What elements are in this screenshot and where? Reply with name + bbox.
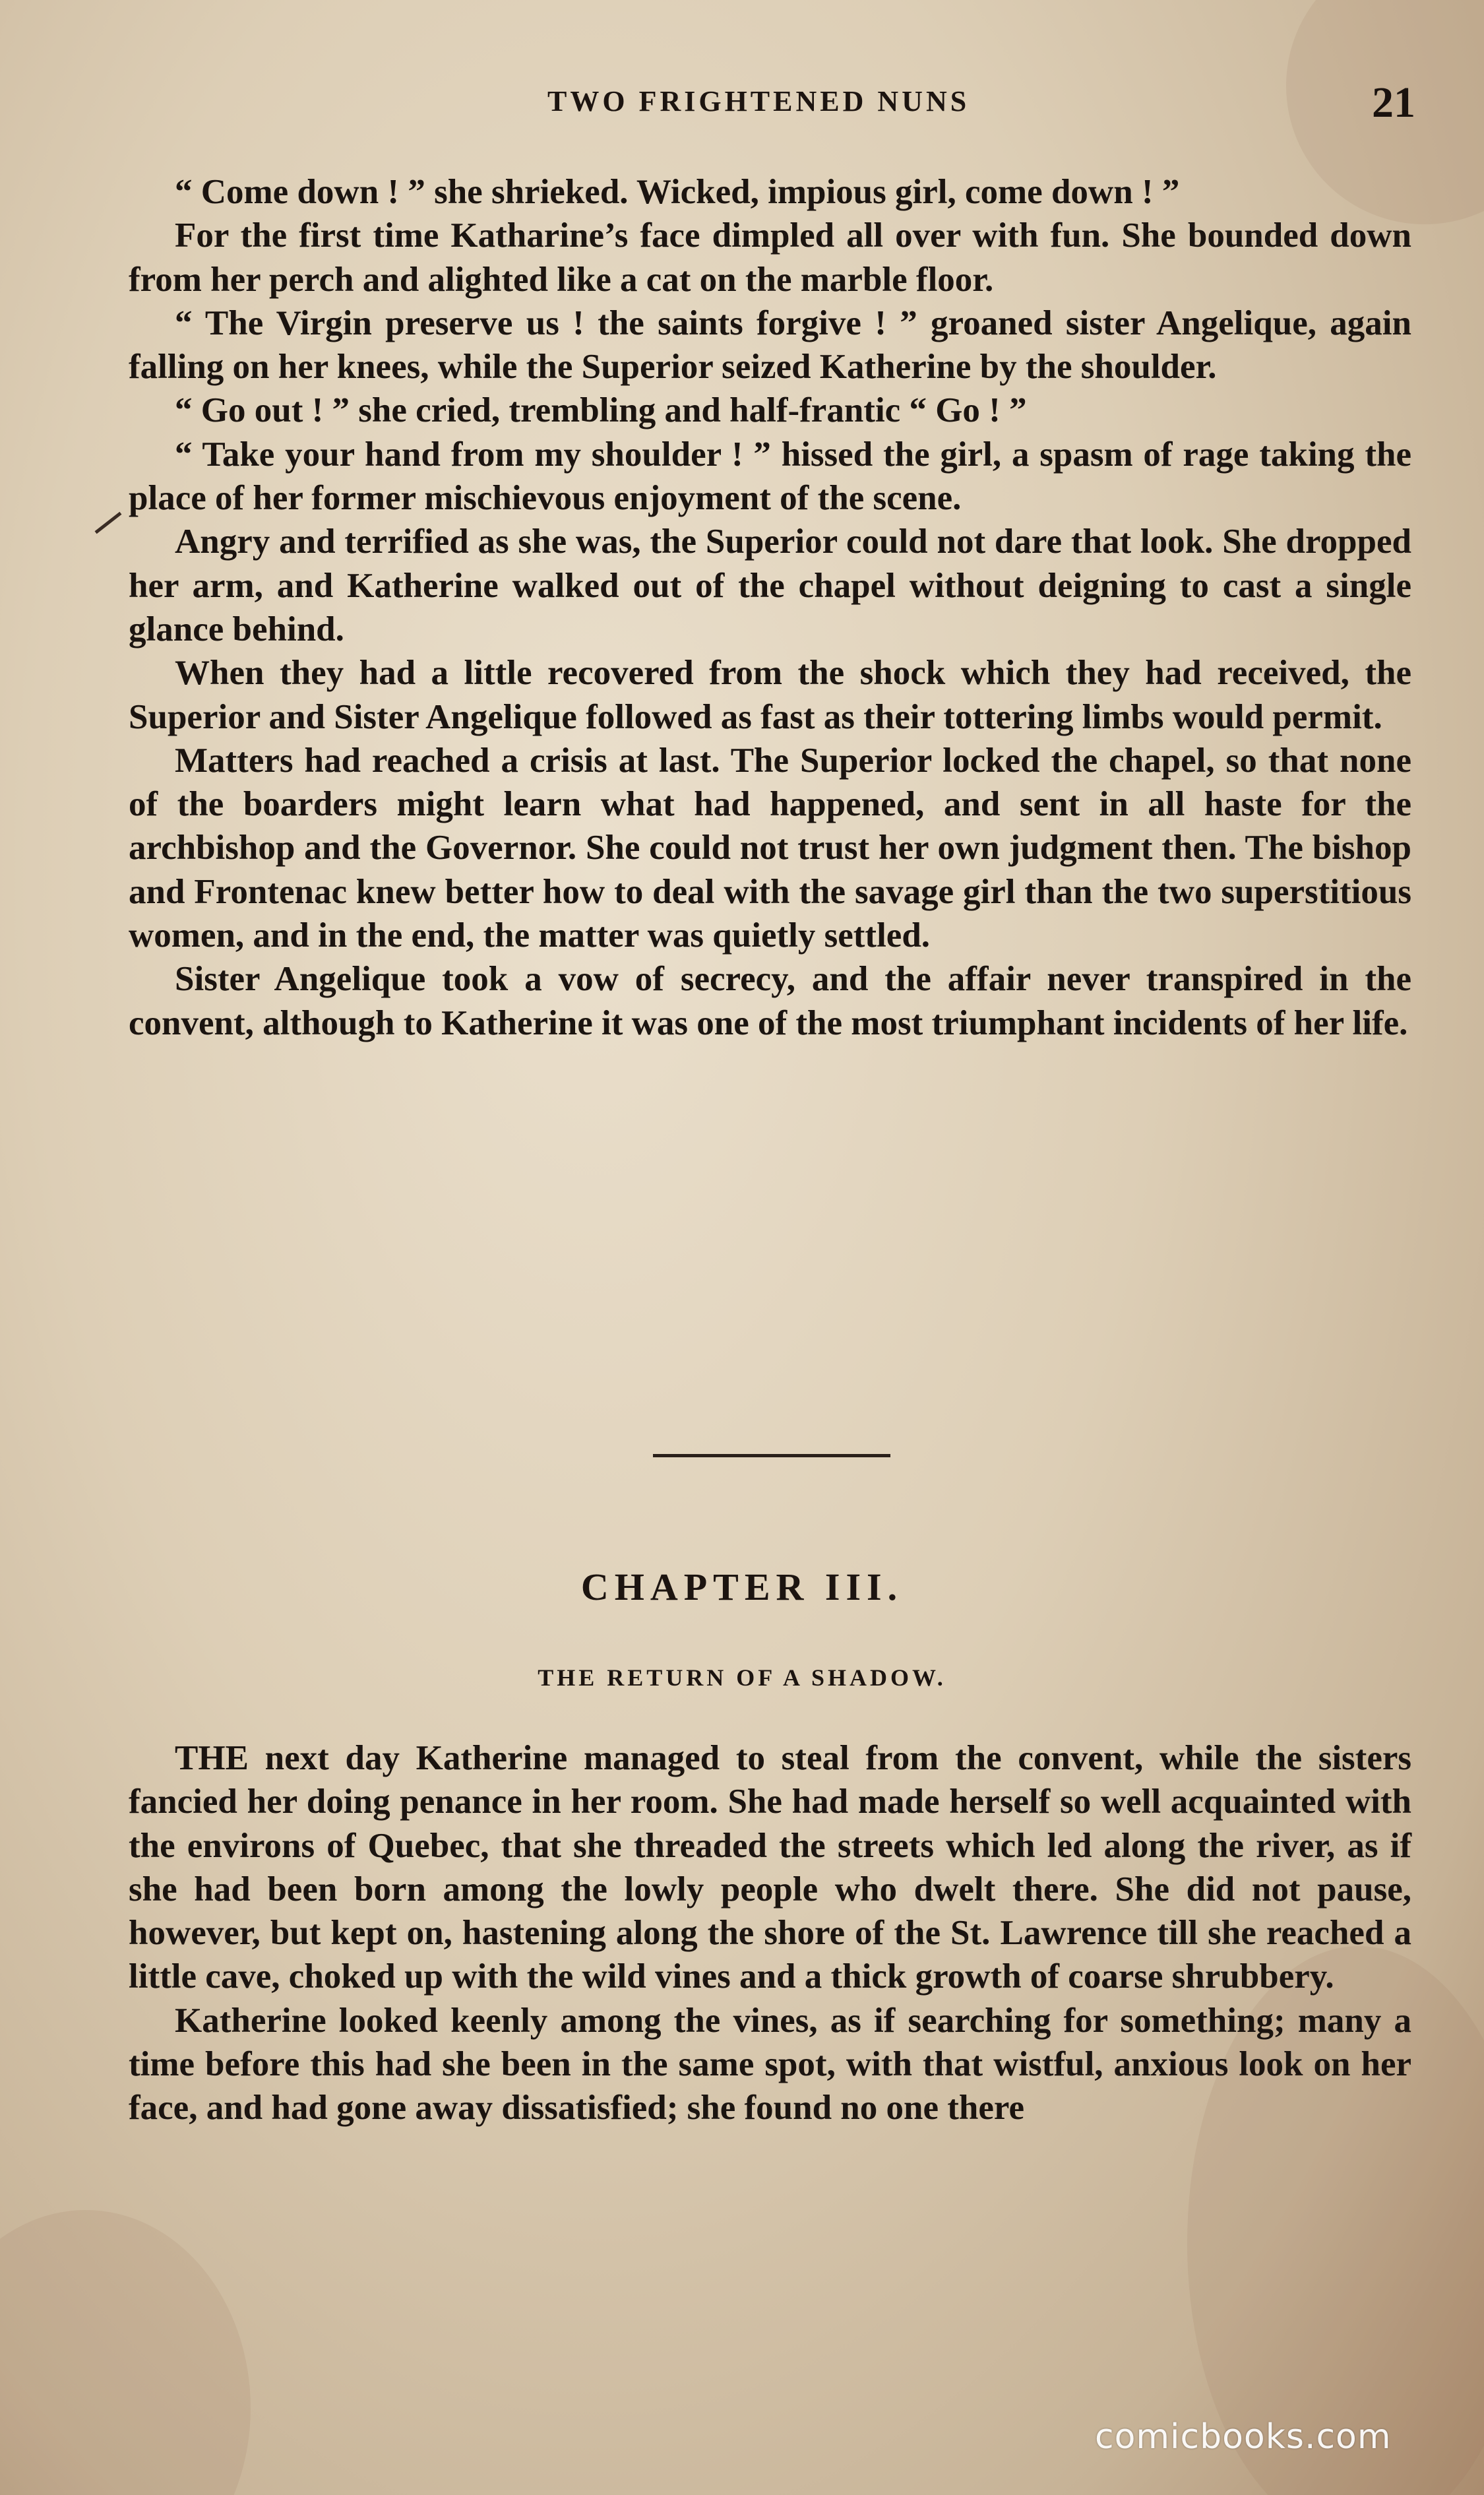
margin-pencil-mark (95, 512, 122, 534)
paragraph: Matters had reached a crisis at last. The Superior locked the chapel, so that none of the boarders might learn what had happened, and sent in all haste for the archbishop and the Governor. She could not trust her own judgment then. The bishop and Frontenac knew better how to deal with the savage girl than the two superstitious women, and in the end, the matter was quietly settled. (129, 741, 1411, 955)
paragraph: “ The Virgin preserve us ! the saints forgive ! ” groaned sister Angelique, again falling on her knees, while the Superior seized Katherine by the shoulder. (129, 303, 1411, 387)
chapter-body-text (129, 1736, 1411, 2130)
paragraph: “ Take your hand from my shoulder ! ” hissed the girl, a spasm of rage taking the place of her former mischievous enjoyment of the scene. (129, 435, 1411, 518)
paragraph: For the first time Katharine’s face dimpled all over with fun. She bounded down from her perch and alighted like a cat on the marble floor. (129, 216, 1411, 299)
paper-stain (0, 2210, 251, 2495)
body-text (129, 170, 1411, 1045)
page-number: 21 (1372, 79, 1415, 127)
paragraph: When they had a little recovered from the shock which they had received, the Superior and Sister Angelique followed as fast as their tottering limbs would permit. (129, 654, 1411, 736)
running-head: TWO FRIGHTENED NUNS (547, 85, 970, 117)
site-watermark: comicbooks.com (1095, 2417, 1392, 2457)
chapter-divider (653, 1454, 890, 1457)
paragraph: Angry and terrified as she was, the Superior could not dare that look. She dropped her arm, and Katherine walked out of the chapel without deigning to cast a single glance behind. (129, 522, 1411, 648)
chapter-subtitle: THE RETURN OF A SHADOW. (538, 1664, 946, 1691)
paragraph: Sister Angelique took a vow of secrecy, and the affair never transpired in the convent, although to Katherine it was one of the most triumphant incidents of her life. (129, 960, 1411, 1042)
paragraph: Katherine looked keenly among the vines, as if searching for something; many a time before this had she been in the same spot, with that wistful, anxious look on her face, and had gone away dissatisfied; she found no one there (129, 2001, 1411, 2128)
paragraph: THE next day Katherine managed to steal from the convent, while the sisters fancied her doing penance in her room. She had made herself so well acquainted with the environs of Quebec, that she threaded the streets which led along the river, as if she had been born among the lowly people who dwelt there. She did not pause, however, but kept on, hastening along the shore of the St. Lawrence till she reached a little cave, choked up with the wild vines and a thick growth of coarse shrubbery. (129, 1739, 1411, 1996)
paragraph: “ Come down ! ” she shrieked. Wicked, impious girl, come down ! ” (175, 173, 1180, 211)
paragraph: “ Go out ! ” she cried, trembling and half-frantic “ Go ! ” (175, 391, 1027, 430)
chapter-title: CHAPTER III. (580, 1565, 904, 1608)
page-header (0, 78, 1484, 131)
